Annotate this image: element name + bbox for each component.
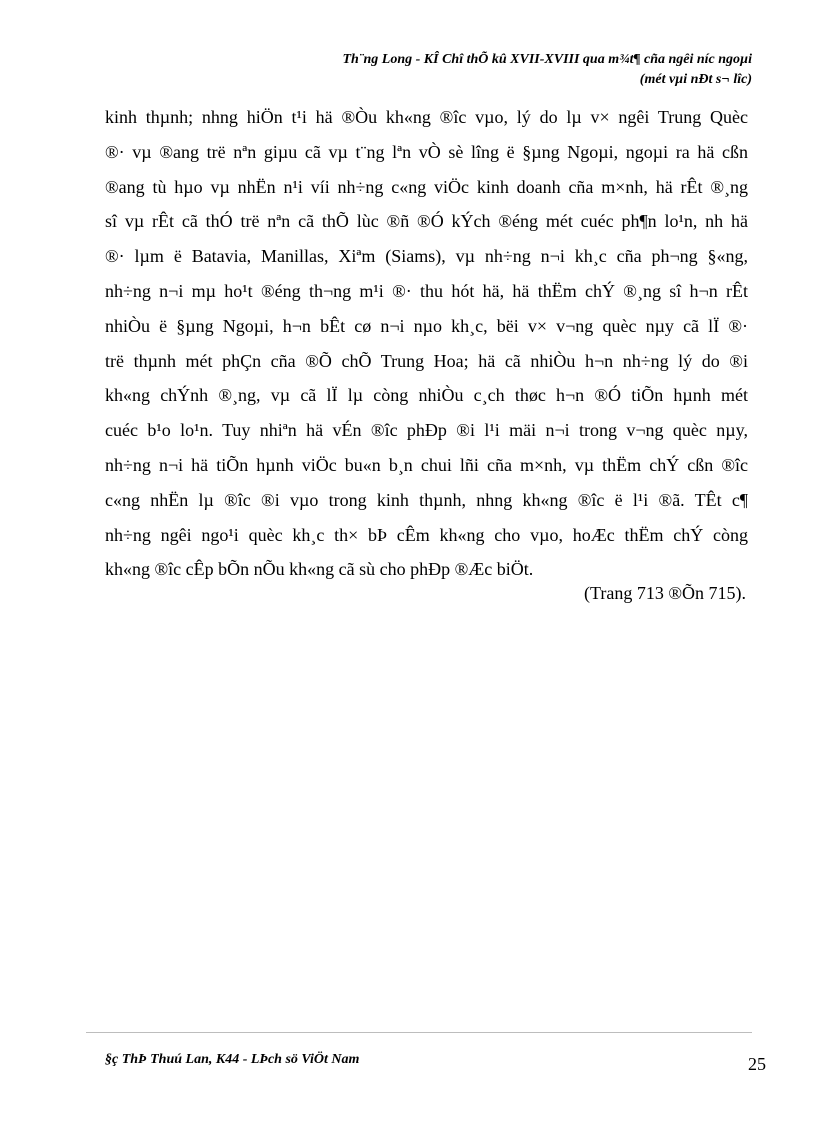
body-line: nh÷ng ngêi ngo¹i quèc kh¸c th× bÞ cÊm kh«ng cho vµo, hoÆc thËm chÝ còng <box>105 524 748 545</box>
body-line: ®· lµm ë Batavia, Manillas, Xiªm (Siams), vµ nh÷ng n¬i kh¸c cña ph¬ng §«ng, <box>105 246 748 267</box>
page-citation: (Trang 713 ®Õn 715). <box>583 583 746 603</box>
body-line: sî vµ rÊt cã thÓ trë nªn cã thÕ lùc ®ñ ®Ó kÝch ®éng mét cuéc ph¶n lo¹n, nh hä <box>105 211 748 232</box>
body-line: ®ang tù hµo vµ nhËn n¹i víi nh÷ng c«ng viÖc kinh doanh cña m×nh, hä rÊt ®¸ng <box>105 176 748 197</box>
footer-divider <box>86 1032 752 1033</box>
body-line: ®· vµ ®ang trë nªn giµu cã vµ t¨ng lªn vÒ sè lîng ë §µng Ngoµi, ngoµi ra hä cßn <box>105 141 748 162</box>
body-line: nh÷ng n¬i mµ ho¹t ®éng th¬ng m¹i ®· thu hót hä, hä thËm chÝ ®¸ng sî h¬n rÊt <box>105 280 748 301</box>
body-line: kh«ng ®îc cÊp bÕn nÕu kh«ng cã sù cho phÐp ®Æc biÖt. <box>105 559 534 580</box>
running-header <box>192 50 752 90</box>
header-subtitle: (mét vµi nÐt s¬ lîc) <box>639 72 752 87</box>
body-line: kh«ng chÝnh ®¸ng, vµ cã lÏ lµ còng nhiÒu c¸ch thøc h¬n ®Ó tiÕn hµnh mét <box>105 385 748 406</box>
body-line: trë thµnh mét phÇn cña ®Õ chÕ Trung Hoa; hä cã nhiÒu h¬n nh÷ng lý do ®i <box>105 350 748 371</box>
header-title: Th¨ng Long - KÎ Chî thÕ kû XVII-XVIII qua m¾t¶ cña ngêi níc ngoµi <box>342 52 752 67</box>
body-text <box>105 100 748 587</box>
body-line: nhiÒu ë §µng Ngoµi, h¬n bÊt cø n¬i nµo kh¸c, bëi v× v¬ng quèc nµy cã lÏ ®· <box>105 315 748 336</box>
body-line: cuéc b¹o lo¹n. Tuy nhiªn hä vÉn ®îc phÐp ®i l¹i mäi n¬i trong v¬ng quèc nµy, <box>105 420 748 441</box>
body-line: nh÷ng n¬i hä tiÕn hµnh viÖc bu«n b¸n chui lñi cña m×nh, vµ thËm chÝ cßn ®îc <box>105 454 748 475</box>
footer-author: §ç ThÞ Thuú Lan, K44 - LÞch sö ViÖt Nam <box>105 1052 360 1067</box>
body-line: c«ng nhËn lµ ®îc ®i vµo trong kinh thµnh, nhng kh«ng ®îc ë l¹i ®ã. TÊt c¶ <box>105 489 748 510</box>
page-number: 25 <box>748 1054 766 1074</box>
body-line: kinh thµnh; nhng hiÖn t¹i hä ®Òu kh«ng ®îc vµo, lý do lµ v× ngêi Trung Quèc <box>105 107 748 127</box>
